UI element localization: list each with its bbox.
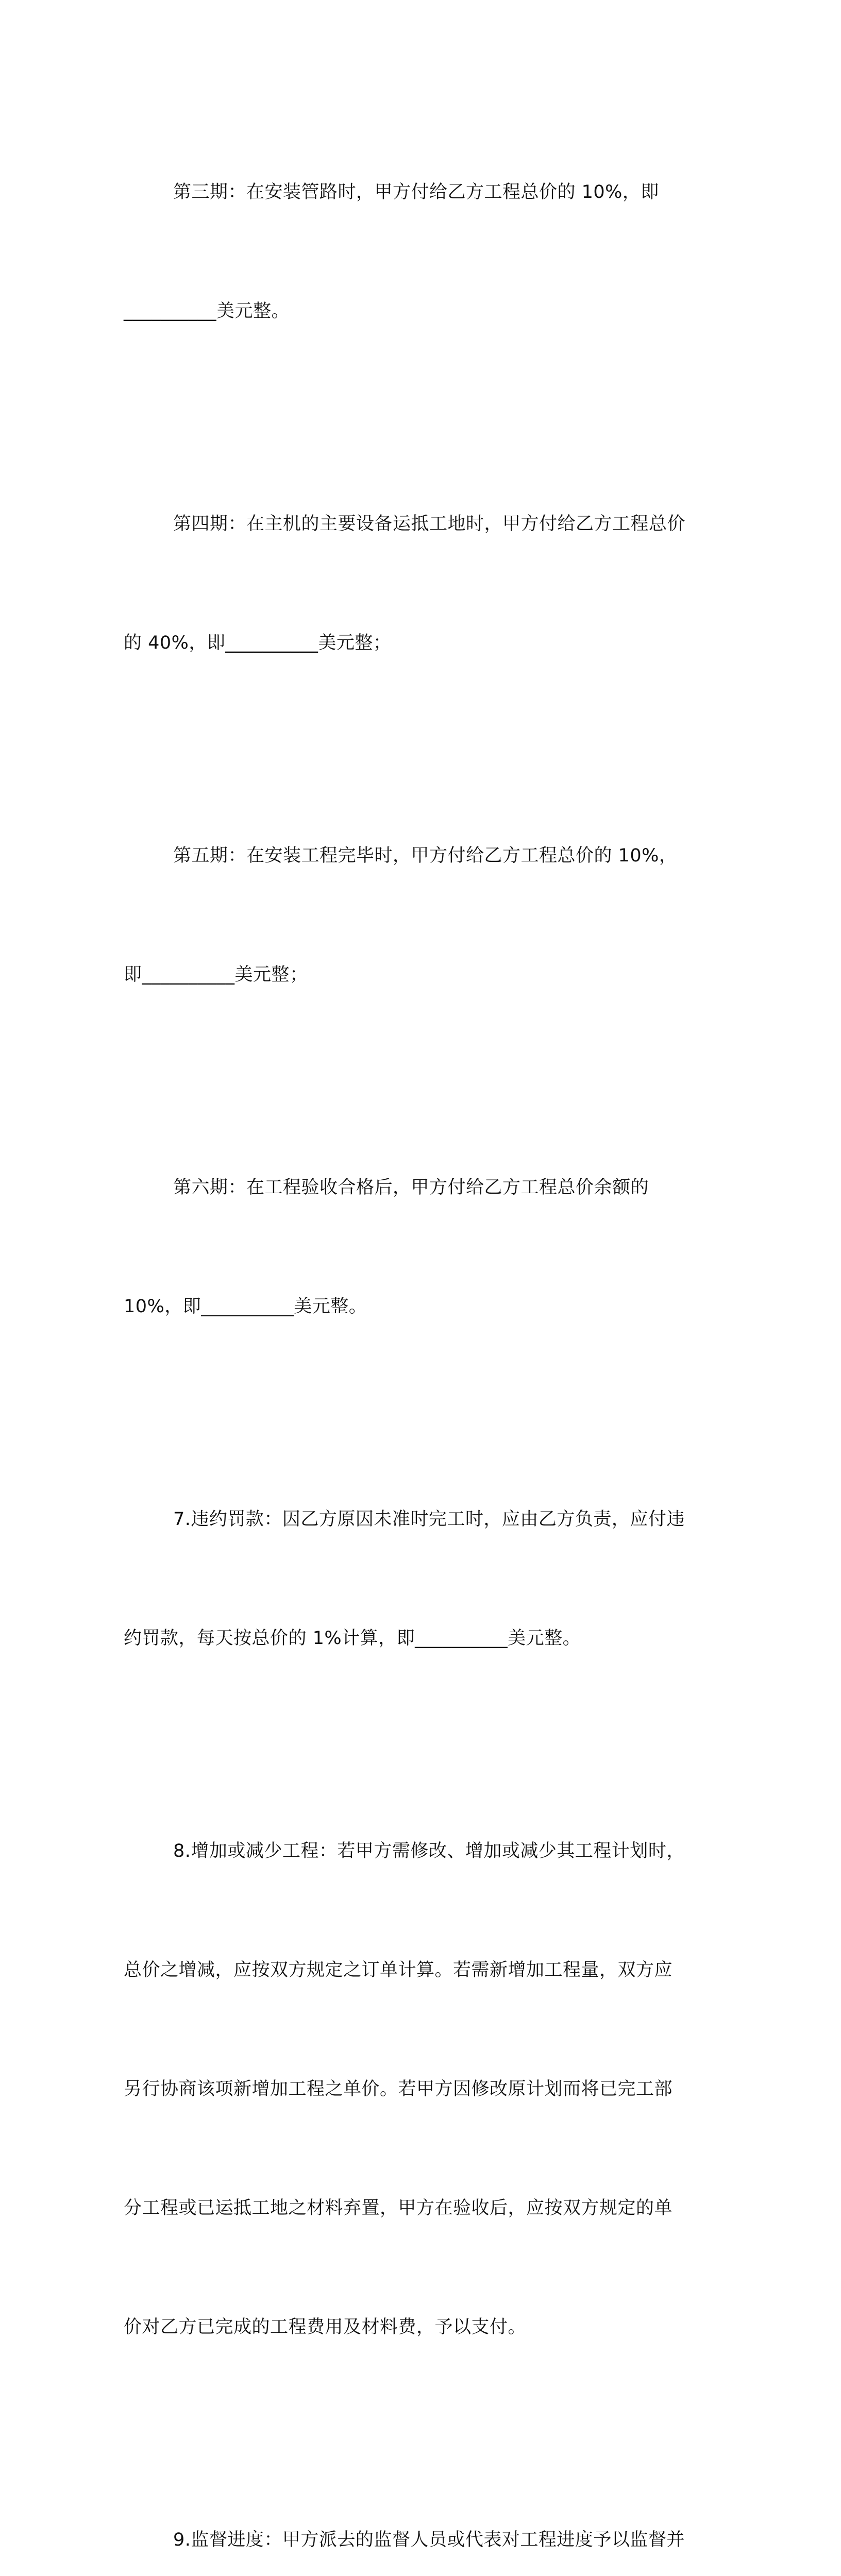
text-line: 第四期：在主机的主要设备运抵工地时，甲方付给乙方工程总价 (173, 514, 686, 534)
text-line: 另行协商该项新增加工程之单价。若甲方因修改原计划而将已完工部 (124, 2079, 673, 2099)
text-line: 即__________美元整； (124, 964, 308, 985)
text-line: 第三期：在安装管路时，甲方付给乙方工程总价的 10%，即 (173, 182, 659, 202)
paragraph-period-6 (124, 1089, 707, 1406)
text-line: 约罚款，每天按总价的 1%计算，即__________美元整。 (124, 1628, 581, 1649)
paragraph-period-3 (124, 93, 707, 411)
text-line: __________美元整。 (124, 301, 290, 321)
text-line: 第五期：在安装工程完毕时，甲方付给乙方工程总价的 10%， (173, 845, 678, 866)
text-line: 的 40%，即__________美元整； (124, 633, 392, 653)
text-line: 9.监督进度：甲方派去的监督人员或代表对工程进度予以监督并 (173, 2530, 685, 2550)
paragraph-clause-8 (124, 1752, 707, 2427)
text-line: 第六期：在工程验收合格后，甲方付给乙方工程总价余额的 (173, 1177, 649, 1198)
text-line: 7.违约罚款：因乙方原因未准时完工时，应由乙方负责，应付违 (173, 1509, 685, 1530)
paragraph-clause-9 (124, 2441, 707, 2576)
text-line: 价对乙方已完成的工程费用及材料费，予以支付。 (124, 2317, 527, 2337)
paragraph-period-4 (124, 425, 707, 742)
text-line: 10%，即__________美元整。 (124, 1296, 367, 1317)
paragraph-clause-7 (124, 1420, 707, 1738)
document-body (124, 93, 707, 2576)
text-line: 分工程或已运抵工地之材料弃置，甲方在验收后，应按双方规定的单 (124, 2198, 673, 2218)
text-line: 总价之增减，应按双方规定之订单计算。若需新增加工程量，双方应 (124, 1960, 673, 1980)
text-line: 8.增加或减少工程：若甲方需修改、增加或减少其工程计划时， (173, 1841, 685, 1861)
paragraph-period-5 (124, 757, 707, 1074)
